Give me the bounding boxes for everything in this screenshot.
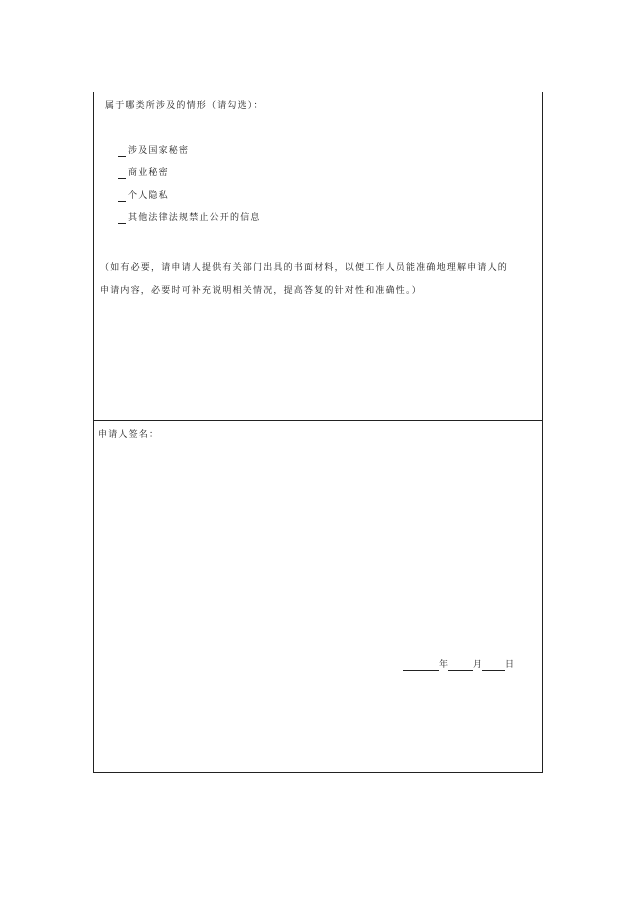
note-line-2: 申请内容，必要时可补充说明相关情况，提高答复的针对性和准确性。）: [100, 286, 422, 296]
signature-date: [403, 659, 514, 671]
option-other-prohibited[interactable]: [118, 212, 261, 224]
option-checkbox[interactable]: [118, 192, 126, 202]
option-label: 商业秘密: [128, 168, 169, 178]
option-label: 其他法律法规禁止公开的信息: [128, 213, 261, 223]
option-trade-secret[interactable]: [118, 167, 169, 179]
exemption-question: 属于哪类所涉及的情形（请勾选）：: [105, 101, 264, 111]
year-field[interactable]: [403, 661, 439, 671]
option-checkbox[interactable]: [118, 214, 126, 224]
month-field[interactable]: [448, 661, 473, 671]
note-line-1: （如有必要，请申请人提供有关部门出具的书面材料，以便工作人员能准确地理解申请人的: [100, 263, 509, 273]
year-label: 年: [439, 660, 449, 670]
signature-label: 申请人签名：: [98, 430, 160, 440]
day-label: 日: [505, 660, 515, 670]
option-state-secret[interactable]: [118, 145, 189, 157]
application-form: [93, 92, 543, 773]
option-label: 涉及国家秘密: [128, 146, 190, 156]
option-label: 个人隐私: [128, 191, 169, 201]
option-personal-privacy[interactable]: [118, 190, 169, 202]
month-label: 月: [473, 660, 483, 670]
option-checkbox[interactable]: [118, 147, 126, 157]
signature-section: [94, 421, 542, 772]
exemption-section: [94, 92, 542, 421]
day-field[interactable]: [482, 661, 505, 671]
option-checkbox[interactable]: [118, 169, 126, 179]
